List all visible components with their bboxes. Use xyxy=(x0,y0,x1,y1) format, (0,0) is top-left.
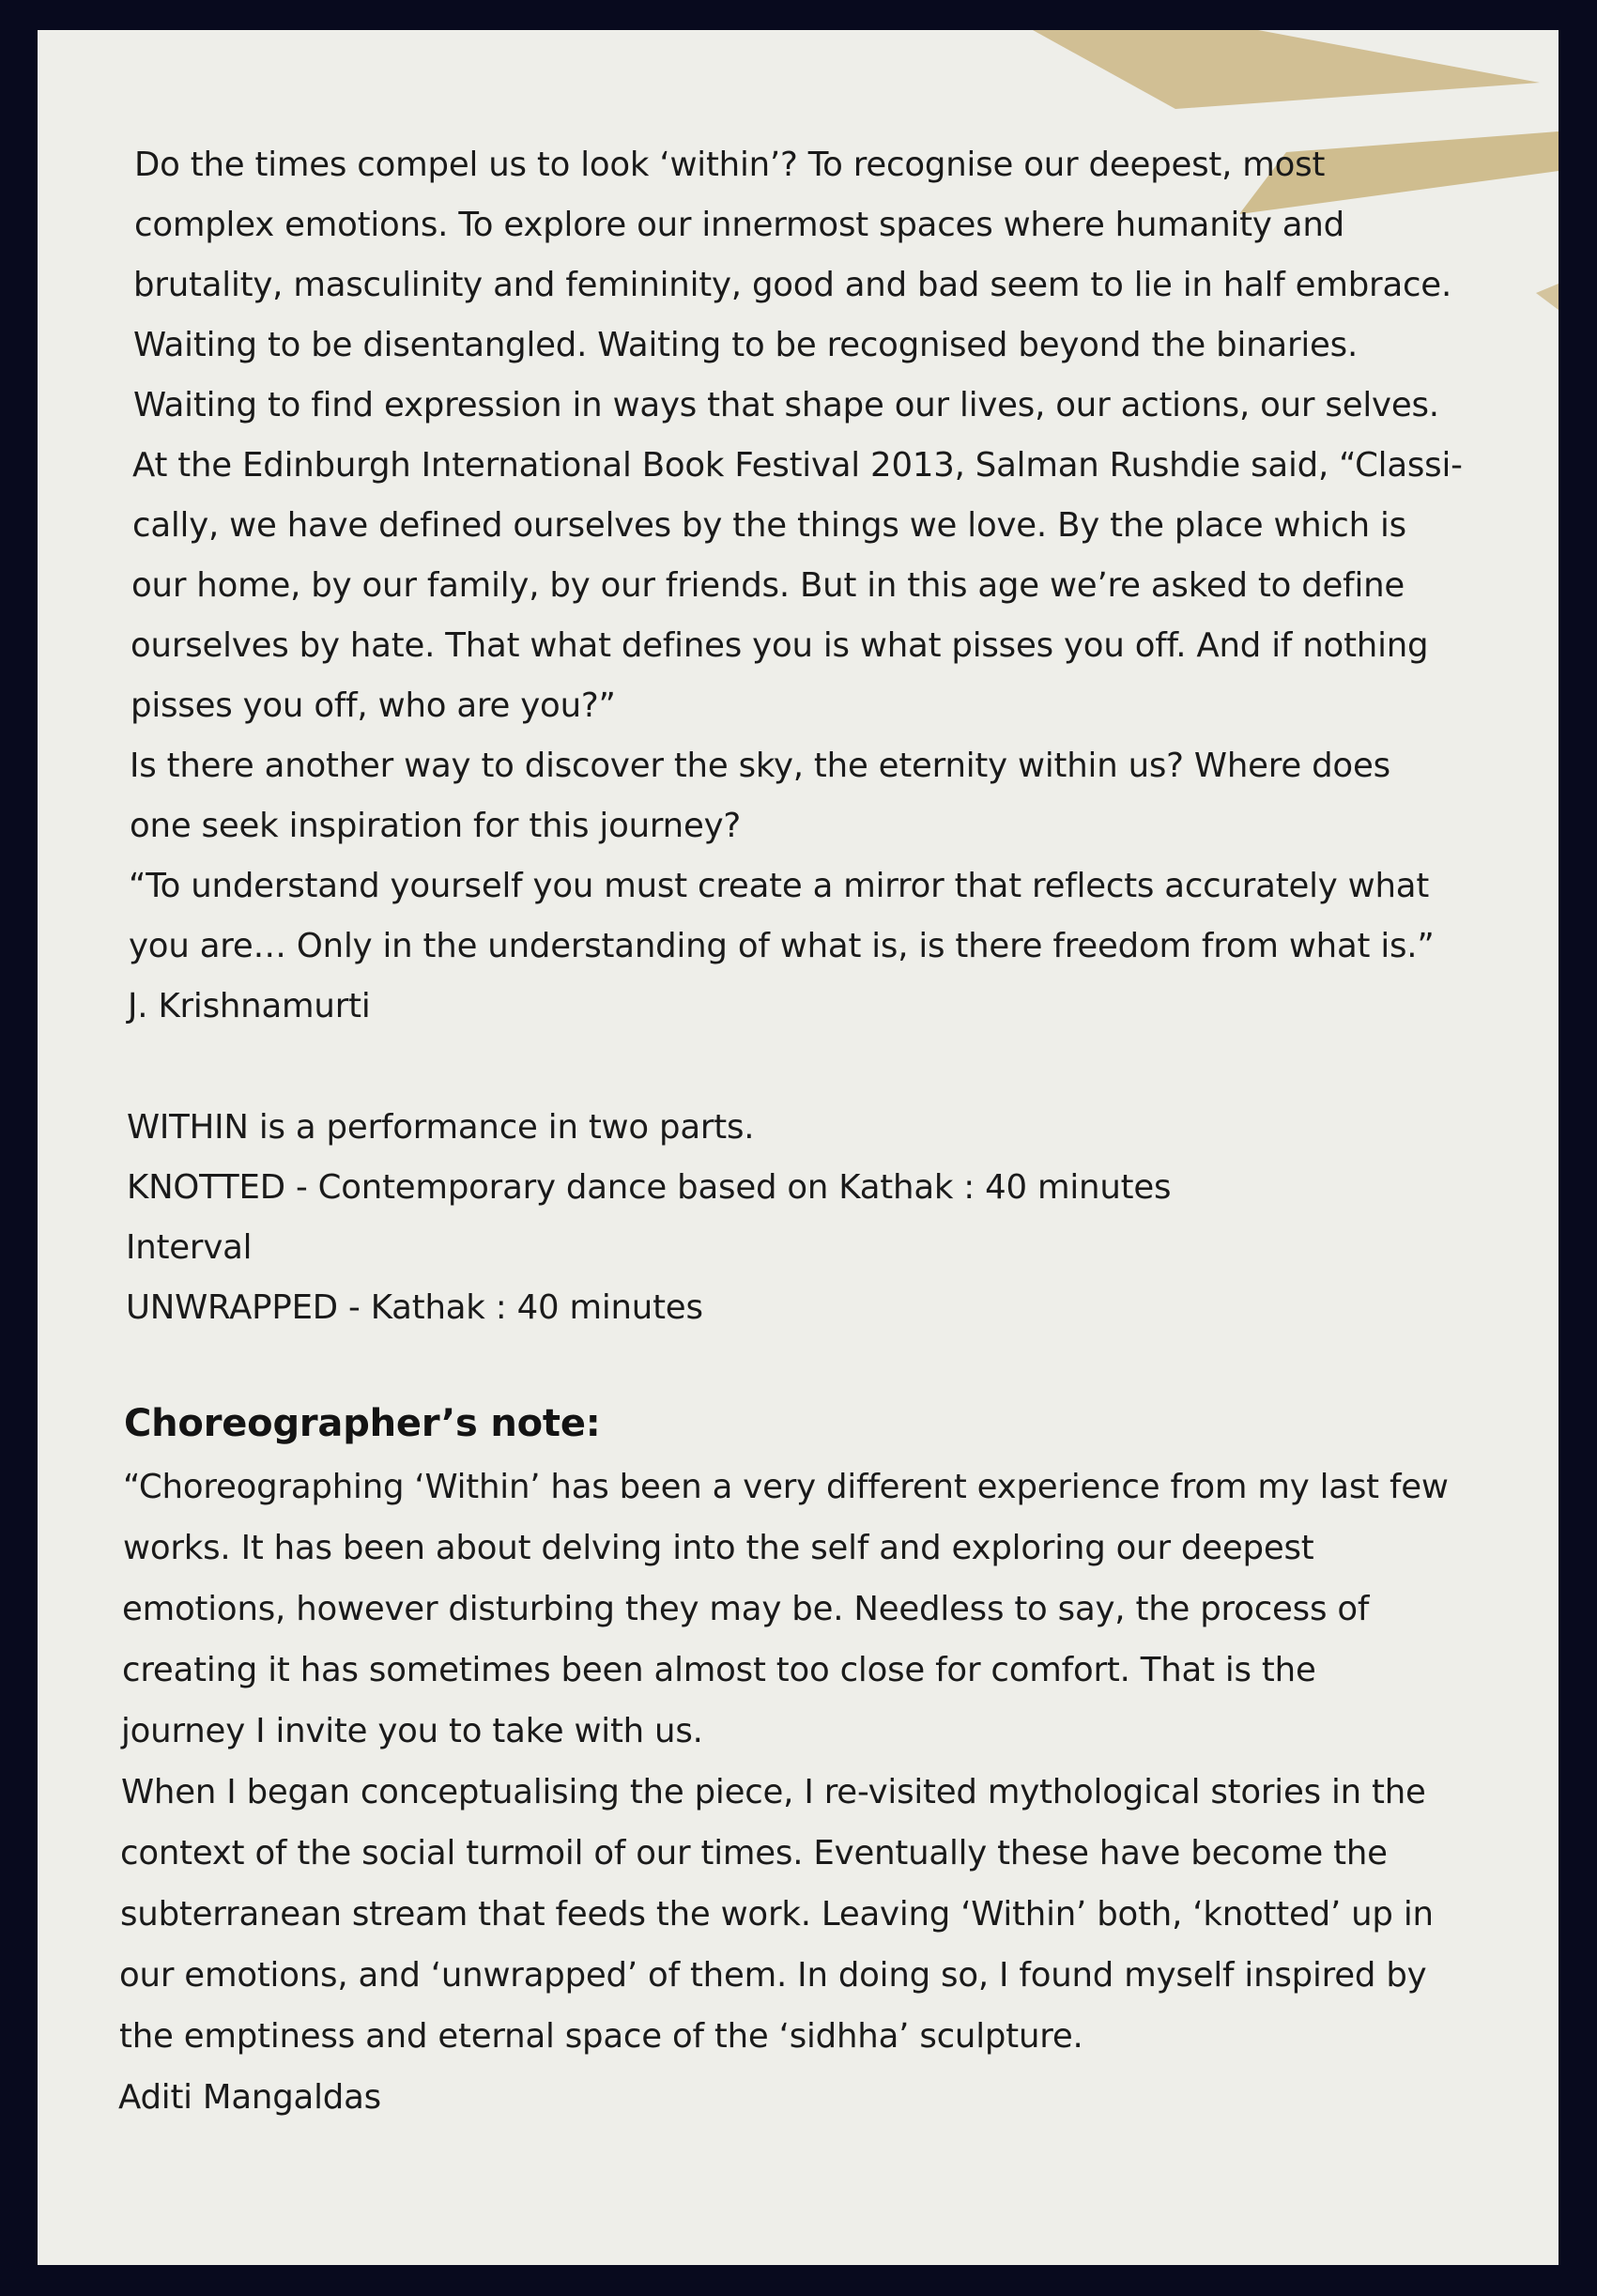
note-line-7: context of the social turmoil of our times. Eventually these have become the xyxy=(120,1834,1388,1872)
note-line-3: emotions, however disturbing they may be. Needless to say, the process of xyxy=(122,1590,1370,1628)
intro-line-11: Is there another way to discover the sky, the eternity within us? Where does xyxy=(130,747,1390,785)
note-line-4: creating it has sometimes been almost too close for comfort. That is the xyxy=(122,1651,1316,1689)
intro-line-4: Waiting to be disentangled. Waiting to be recognised beyond the binaries. xyxy=(133,326,1359,364)
program-line-3: Interval xyxy=(126,1228,253,1267)
document-text xyxy=(38,30,1559,2265)
note-line-8: subterranean stream that feeds the work. Leaving ‘Within’ both, ‘knotted’ up in xyxy=(120,1895,1434,1934)
note-line-5: journey I invite you to take with us. xyxy=(121,1712,703,1750)
intro-line-8: our home, by our family, by our friends. But in this age we’re asked to define xyxy=(131,566,1405,605)
note-line-2: works. It has been about delving into the self and exploring our deepest xyxy=(123,1529,1314,1567)
intro-line-2: complex emotions. To explore our innermost spaces where humanity and xyxy=(134,206,1344,244)
note-heading: Choreographer’s note: xyxy=(124,1402,601,1445)
intro-line-5: Waiting to find expression in ways that shape our lives, our actions, our selves. xyxy=(133,386,1439,424)
note-line-10: the emptiness and eternal space of the ‘sidhha’ sculpture. xyxy=(119,2017,1083,2056)
intro-line-6: At the Edinburgh International Book Festival 2013, Salman Rushdie said, “Classi- xyxy=(132,446,1463,485)
document-page xyxy=(38,30,1559,2265)
intro-line-9: ourselves by hate. That what defines you is what pisses you off. And if nothing xyxy=(131,626,1429,665)
intro-line-1: Do the times compel us to look ‘within’? To recognise our deepest, most xyxy=(134,146,1326,184)
program-line-4: UNWRAPPED - Kathak : 40 minutes xyxy=(126,1288,703,1327)
note-line-1: “Choreographing ‘Within’ has been a very different experience from my last few xyxy=(123,1468,1449,1506)
intro-line-3: brutality, masculinity and femininity, good and bad seem to lie in half embrace. xyxy=(133,266,1452,304)
note-line-6: When I began conceptualising the piece, I re-visited mythological stories in the xyxy=(121,1773,1426,1811)
note-signature: Aditi Mangaldas xyxy=(118,2078,381,2117)
quote-line-1: “To understand yourself you must create a mirror that reflects accurately what xyxy=(129,867,1430,905)
program-line-2: KNOTTED - Contemporary dance based on Kathak : 40 minutes xyxy=(127,1168,1172,1207)
intro-line-7: cally, we have defined ourselves by the things we love. By the place which is xyxy=(132,506,1406,545)
intro-line-10: pisses you off, who are you?” xyxy=(131,686,616,725)
quote-line-2: you are… Only in the understanding of what is, is there freedom from what is.” xyxy=(129,927,1435,965)
note-line-9: our emotions, and ‘unwrapped’ of them. In doing so, I found myself inspired by xyxy=(119,1956,1427,1995)
program-line-1: WITHIN is a performance in two parts. xyxy=(127,1108,755,1147)
intro-line-12: one seek inspiration for this journey? xyxy=(130,807,742,845)
quote-attribution: J. Krishnamurti xyxy=(128,987,371,1025)
